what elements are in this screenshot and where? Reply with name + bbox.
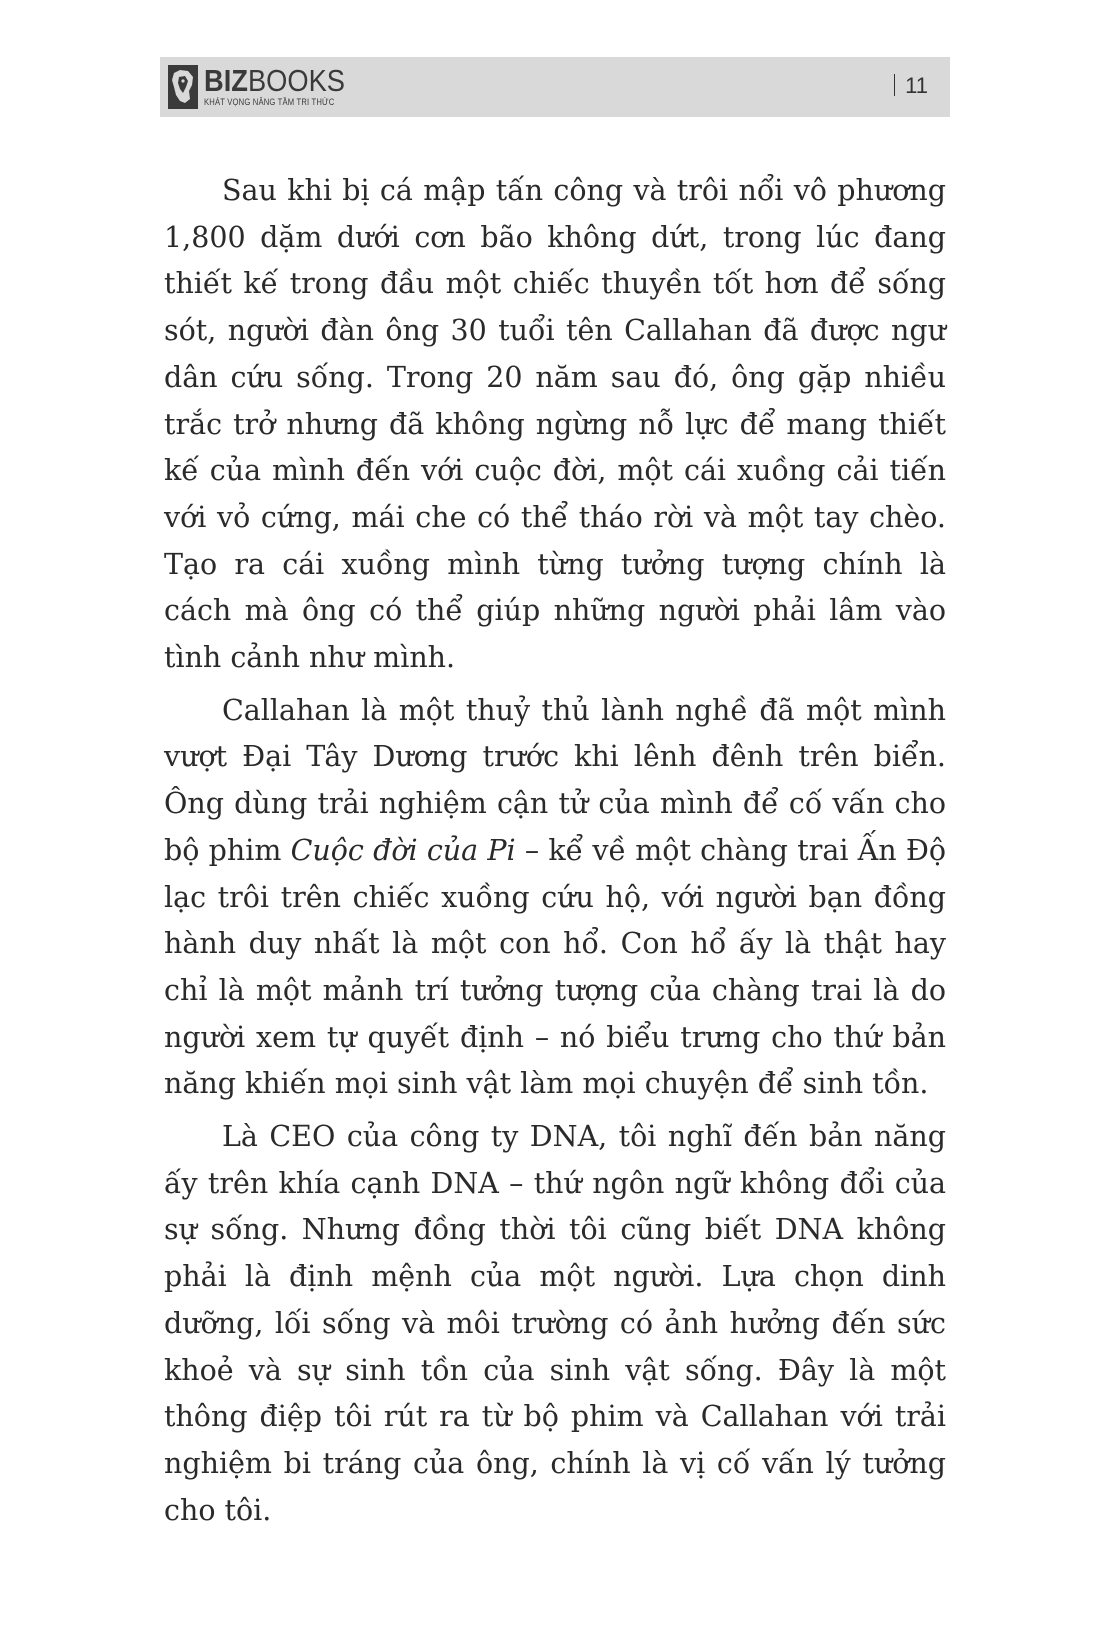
film-title: Cuộc đời của Pi bbox=[290, 833, 516, 867]
page-body bbox=[164, 168, 946, 1540]
brand-name: BIZBOOKS bbox=[204, 63, 345, 98]
paragraph-2: Callahan là một thuỷ thủ lành nghề đã một mình vượt Đại Tây Dương trước khi lênh đênh trên biển. Ông dùng trải nghiệm cận tử của mình để cố vấn cho bộ phim Cuộc đời của Pi – kể về một chàng trai Ấn Độ lạc trôi trên chiếc xuồng cứu hộ, với người bạn đồng hành duy nhất là một con hổ. Con hổ ấy là thật hay chỉ là một mảnh trí tưởng tượng của chàng trai là do người xem tự quyết định – nó biểu trưng cho thứ bản năng khiến mọi sinh vật làm mọi chuyện để sinh tồn. bbox=[164, 693, 946, 1101]
paragraph-3: Là CEO của công ty DNA, tôi nghĩ đến bản năng ấy trên khía cạnh DNA – thứ ngôn ngữ không đổi của sự sống. Nhưng đồng thời tôi cũng biết DNA không phải là định mệnh của một người. Lựa chọn dinh dưỡng, lối sống và môi trường có ảnh hưởng đến sức khoẻ và sự sinh tồn của sinh vật sống. Đây là một thông điệp tôi rút ra từ bộ phim và Callahan với trải nghiệm bi tráng của ông, chính là vị cố vấn lý tưởng cho tôi. bbox=[164, 1120, 946, 1527]
lion-head-icon bbox=[168, 65, 198, 109]
paragraph-1: Sau khi bị cá mập tấn công và trôi nổi vô phương 1,800 dặm dưới cơn bão không dứt, trong lúc đang thiết kế trong đầu một chiếc thuyền tốt hơn để sống sót, người đàn ông 30 tuổi tên Callahan đã được ngư dân cứu sống. Trong 20 năm sau đó, ông gặp nhiều trắc trở nhưng đã không ngừng nỗ lực để mang thiết kế của mình đến với cuộc đời, một cái xuồng cải tiến với vỏ cứng, mái che có thể tháo rời và một tay chèo. Tạo ra cái xuồng mình từng tưởng tượng chính là cách mà ông có thể giúp những người phải lâm vào tình cảnh như mình. bbox=[164, 174, 946, 675]
publisher-logo bbox=[168, 63, 364, 111]
separator-bar bbox=[894, 74, 896, 96]
page-header bbox=[160, 57, 950, 117]
page-number: 11 bbox=[894, 73, 928, 99]
brand-slogan: KHÁT VỌNG NÂNG TẦM TRI THỨC bbox=[204, 97, 335, 107]
